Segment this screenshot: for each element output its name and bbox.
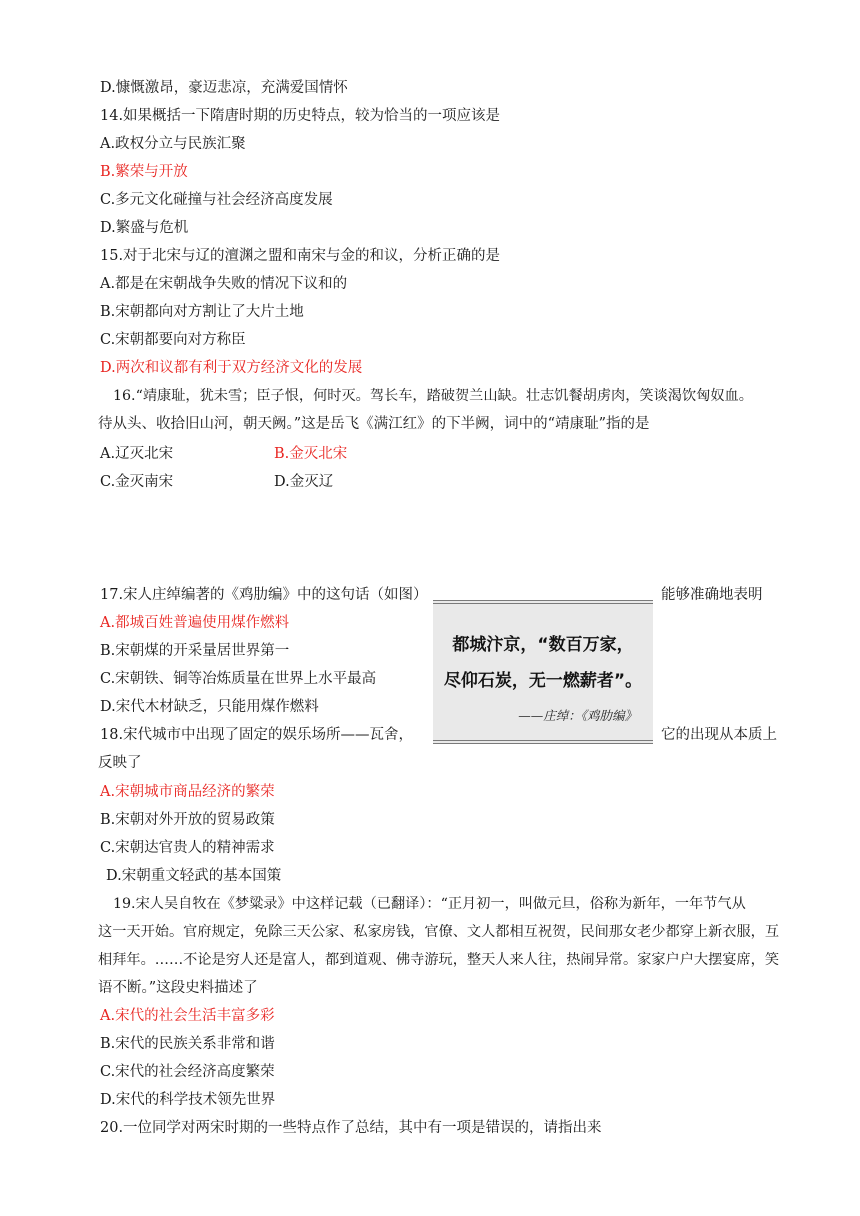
q16-option-c: C.金灭南宋 [100, 474, 174, 490]
question-15: 15.对于北宋与辽的澶渊之盟和南宋与金的和议，分析正确的是 [100, 248, 501, 264]
question-16-line-1: 16.“靖康耻，犹未雪；臣子恨，何时灭。驾长车，踏破贺兰山缺。壮志饥餐胡虏肉，笑谈渴饮匈奴血。 [113, 388, 753, 404]
question-18-tail: 它的出现从本质上 [661, 727, 777, 743]
q18-option-b: B.宋朝对外开放的贸易政策 [100, 812, 275, 828]
q14-option-c: C.多元文化碰撞与社会经济高度发展 [100, 192, 333, 208]
question-18: 18.宋代城市中出现了固定的娱乐场所——瓦舍， [100, 727, 414, 743]
q15-option-a: A.都是在宋朝战争失败的情况下议和的 [100, 276, 348, 292]
question-17: 17.宋人庄绰编著的《鸡肋编》中的这句话（如图） [100, 587, 428, 603]
q18-option-a-answer: A.宋朝城市商品经济的繁荣 [100, 784, 275, 800]
q15-option-b: B.宋朝都向对方割让了大片土地 [100, 304, 304, 320]
q16-option-a: A.辽灭北宋 [100, 446, 174, 462]
question-16-line-2: 待从头、收拾旧山河，朝天阙。”这是岳飞《满江红》的下半阙，词中的“靖康耻”指的是 [98, 416, 650, 432]
q14-option-d: D.繁盛与危机 [100, 220, 189, 236]
q15-option-c: C.宋朝都要向对方称臣 [100, 332, 246, 348]
q17-option-b: B.宋朝煤的开采量居世界第一 [100, 643, 290, 659]
figure-line-2: 尽仰石炭，无一燃薪者”。 [443, 671, 643, 691]
q14-option-b-answer: B.繁荣与开放 [100, 164, 188, 180]
figure-source: ——庄绰：《鸡肋编》 [518, 708, 637, 723]
q19-option-a-answer: A.宋代的社会生活丰富多彩 [100, 1008, 275, 1024]
q19-option-d: D.宋代的科学技术领先世界 [100, 1092, 276, 1108]
question-19-line-2: 这一天开始。官府规定，免除三天公家、私家房钱，官僚、文人都相互祝贺，民间那女老少都穿上新衣服，互 [98, 924, 780, 940]
question-17-tail: 能够准确地表明 [661, 587, 763, 603]
question-14: 14.如果概括一下隋唐时期的历史特点，较为恰当的一项应该是 [100, 108, 501, 124]
q17-option-d: D.宋代木材缺乏，只能用煤作燃料 [100, 699, 319, 715]
q14-option-a: A.政权分立与民族汇聚 [100, 136, 246, 152]
q16-option-d: D.金灭辽 [274, 474, 334, 490]
option-d-q13: D.慷慨激昂，豪迈悲凉，充满爱国情怀 [100, 80, 348, 96]
question-19-line-3: 相拜年。……不论是穷人还是富人，都到道观、佛寺游玩，整天人来人往，热闹异常。家家户户大摆宴席，笑 [98, 952, 780, 968]
q15-option-d-answer: D.两次和议都有利于双方经济文化的发展 [100, 360, 363, 376]
question-20: 20.一位同学对两宋时期的一些特点作了总结，其中有一项是错误的，请指出来 [100, 1120, 602, 1136]
q19-option-b: B.宋代的民族关系非常和谐 [100, 1036, 275, 1052]
q18-option-d: D.宋朝重文轻武的基本国策 [106, 868, 282, 884]
q16-option-b-answer: B.金灭北宋 [274, 446, 348, 462]
q17-option-a-answer: A.都城百姓普遍使用煤作燃料 [100, 615, 290, 631]
q17-option-c: C.宋朝铁、铜等冶炼质量在世界上水平最高 [100, 671, 377, 687]
question-19-line-4: 语不断。”这段史料描述了 [98, 980, 258, 996]
quote-figure [433, 600, 653, 744]
question-18-line-2: 反映了 [98, 755, 142, 771]
figure-line-1: 都城汴京，“数百万家， [452, 635, 634, 655]
q19-option-c: C.宋代的社会经济高度繁荣 [100, 1064, 275, 1080]
question-19-line-1: 19.宋人吴自牧在《梦粱录》中这样记载（已翻译）：“正月初一，叫做元旦，俗称为新年，一年节气从 [113, 896, 746, 912]
q18-option-c: C.宋朝达官贵人的精神需求 [100, 840, 275, 856]
